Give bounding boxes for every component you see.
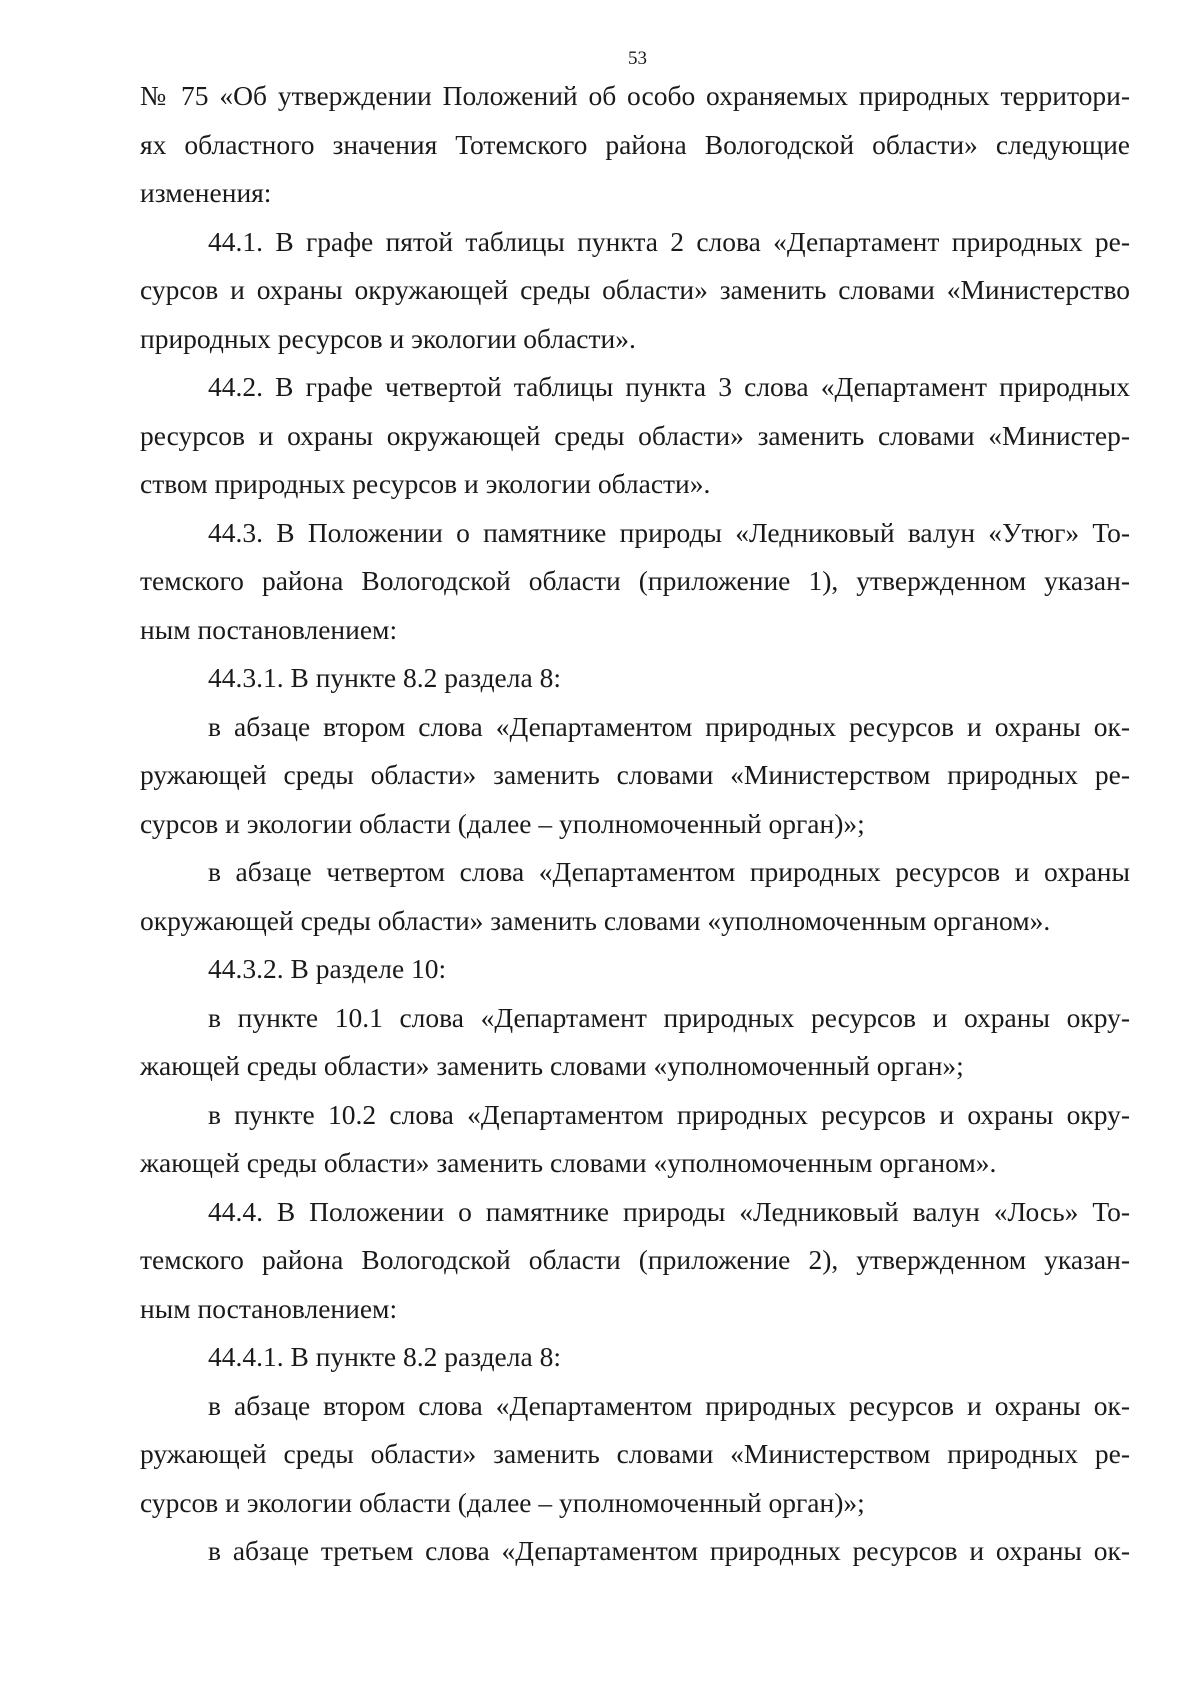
paragraph [140,994,1130,1091]
page-number: 53 [628,48,647,69]
paragraph [140,1091,1130,1188]
text-line: сурсов и охраны окружающей среды области» заменить словами «Министерство [140,274,1130,305]
text-line: природных ресурсов и экологии области». [140,322,636,354]
text-line: 44.3. В Положении о памятнике природы «Ледниковый валун «Утюг» То- [208,516,1130,548]
paragraph [140,1333,1130,1382]
paragraph [140,218,1130,364]
text-line: 44.3.1. В пункте 8.2 раздела 8: [208,662,561,693]
text-line: в абзаце третьем слова «Департаментом природных ресурсов и охраны ок- [208,1535,1130,1566]
text-line: сурсов и экологии области (далее – уполномоченный орган)»; [140,1486,865,1518]
text-line: 44.1. В графе пятой таблицы пункта 2 слова «Департамент природных ре- [208,225,1130,257]
paragraph [140,654,1130,703]
paragraph [140,703,1130,849]
paragraph [140,1188,1130,1334]
text-line: в пункте 10.1 слова «Департамент природных ресурсов и охраны окру- [208,1001,1130,1033]
document-body [140,72,1130,1576]
paragraph [140,363,1130,509]
text-line: 44.4. В Положении о памятнике природы «Ледниковый валун «Лось» То- [208,1195,1130,1227]
text-line: ством природных ресурсов и экологии области». [140,468,711,499]
paragraph [140,72,1130,218]
text-line: в абзаце втором слова «Департаментом природных ресурсов и охраны ок- [208,1389,1130,1421]
paragraph [140,509,1130,655]
text-line: ным постановлением: [140,1292,398,1324]
text-line: 44.3.2. В разделе 10: [208,953,447,984]
text-line: темского района Вологодской области (приложение 2), утвержденном указан- [140,1244,1130,1275]
text-line: 44.2. В графе четвертой таблицы пункта 3 слова «Департамент природных [208,371,1130,402]
text-line: в пункте 10.2 слова «Департаментом природных ресурсов и охраны окру- [208,1098,1130,1130]
paragraph [140,1382,1130,1528]
text-line: ружающей среды области» заменить словами «Министерством природных ре- [140,759,1130,790]
text-line: сурсов и экологии области (далее – уполномоченный орган)»; [140,807,865,839]
text-line: окружающей среды области» заменить словами «уполномоченным органом». [140,904,1051,936]
text-line: в абзаце втором слова «Департаментом природных ресурсов и охраны ок- [208,710,1130,742]
text-line: № 75 «Об утверждении Положений об особо охраняемых природных территори- [140,80,1130,111]
paragraph [140,945,1130,994]
text-line: жающей среды области» заменить словами «уполномоченный орган»; [140,1050,964,1081]
text-line: ях областного значения Тотемского района Вологодской области» следующие [140,128,1130,160]
text-line: ружающей среды области» заменить словами «Министерством природных ре- [140,1438,1130,1469]
text-line: изменения: [140,177,272,208]
text-line: темского района Вологодской области (приложение 1), утвержденном указан- [140,565,1130,596]
text-line: 44.4.1. В пункте 8.2 раздела 8: [208,1341,561,1372]
text-line: в абзаце четвертом слова «Департаментом природных ресурсов и охраны [208,856,1130,887]
paragraph [140,848,1130,945]
text-line: ресурсов и охраны окружающей среды области» заменить словами «Министер- [140,419,1130,451]
text-line: ным постановлением: [140,613,398,645]
text-line: жающей среды области» заменить словами «уполномоченным органом». [140,1147,997,1178]
paragraph [140,1527,1130,1576]
